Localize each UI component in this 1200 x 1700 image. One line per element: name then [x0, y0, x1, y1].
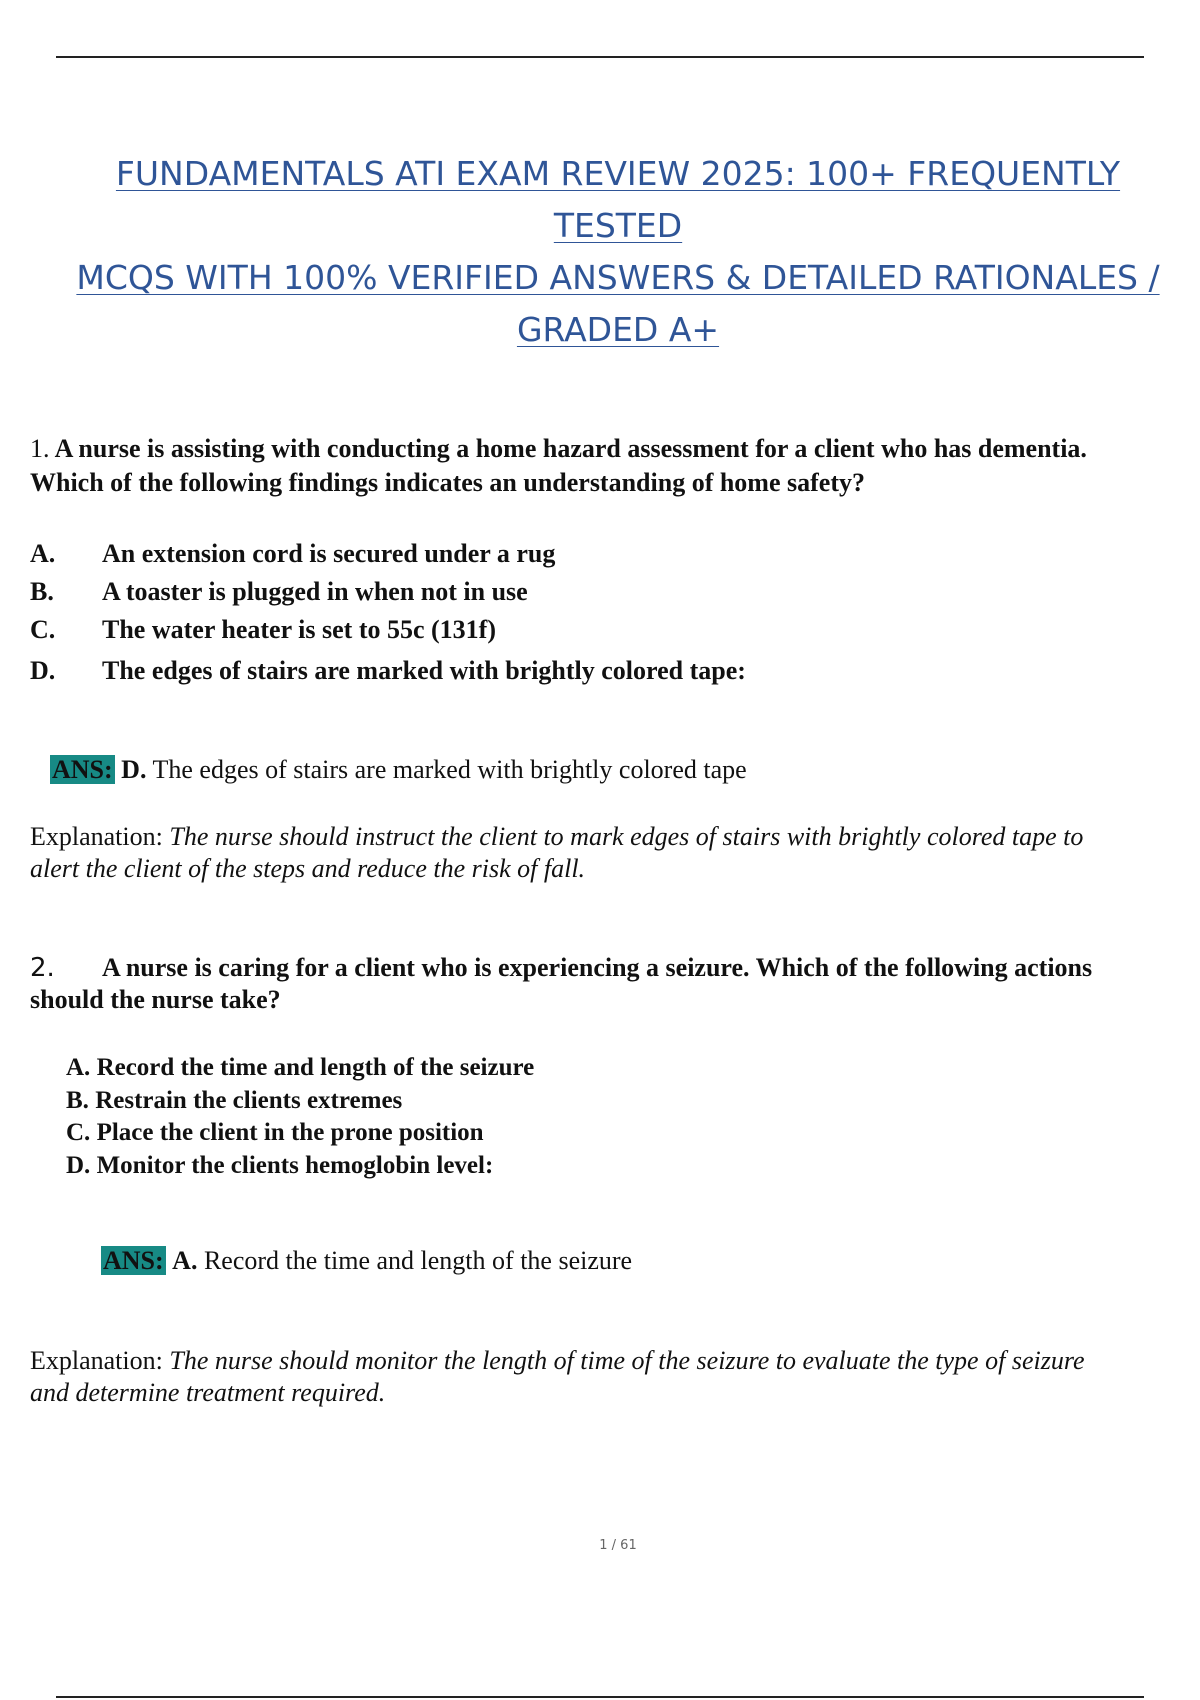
- explanation-line-1: The nurse should instruct the client to mark edges of stairs with brightly colored tape to: [169, 822, 1084, 851]
- answer-1: [50, 753, 747, 787]
- option-text: The water heater is set to 55c (131f): [102, 615, 496, 644]
- explanation-label: Explanation:: [30, 822, 163, 851]
- option-letter: B.: [66, 1087, 89, 1114]
- explanation-1: [30, 821, 1200, 885]
- explanation-2: [30, 1345, 1200, 1409]
- question-text-line-2: Which of the following findings indicates an understanding of home safety?: [30, 468, 865, 497]
- option-b: [30, 575, 528, 609]
- option-text: Record the time and length of the seizure: [96, 1054, 535, 1081]
- option-letter: C.: [66, 1119, 91, 1146]
- option-text: Monitor the clients hemoglobin level:: [96, 1152, 494, 1179]
- option-letter: B.: [30, 577, 54, 606]
- option-text: Place the client in the prone position: [96, 1119, 484, 1146]
- explanation-line-2: alert the client of the steps and reduce the risk of fall.: [30, 854, 586, 883]
- bottom-rule: [56, 1696, 1144, 1698]
- explanation-label: Explanation:: [30, 1346, 163, 1375]
- option-text: Restrain the clients extremes: [95, 1087, 403, 1114]
- title-line-1: FUNDAMENTALS ATI EXAM REVIEW 2025: 100+ FREQUENTLY TESTED: [115, 154, 1121, 245]
- option-text: The edges of stairs are marked with brightly colored tape:: [102, 656, 746, 685]
- option-letter: D.: [30, 656, 56, 685]
- answer-2: [101, 1244, 632, 1278]
- title-line-3: GRADED A+: [516, 310, 720, 349]
- question-number: 1.: [30, 434, 50, 463]
- option-d: [66, 1150, 493, 1182]
- question-text-line-1: A nurse is assisting with conducting a home hazard assessment for a client who has dementia.: [54, 434, 1087, 463]
- option-letter: A.: [66, 1054, 91, 1081]
- explanation-line-1: The nurse should monitor the length of time of the seizure to evaluate the type of seizure: [169, 1346, 1085, 1375]
- option-a: [30, 537, 555, 571]
- option-letter: A.: [30, 539, 56, 568]
- document-title: [50, 148, 1186, 356]
- answer-letter: A.: [172, 1246, 198, 1275]
- answer-tag: ANS:: [103, 1246, 164, 1275]
- title-line-2: MCQS WITH 100% VERIFIED ANSWERS & DETAILED RATIONALES /: [76, 258, 1160, 297]
- answer-tag: ANS:: [52, 755, 113, 784]
- question-number: 2.: [30, 953, 55, 983]
- page-number: 1 / 61: [599, 1538, 637, 1553]
- question-text-line-1: A nurse is caring for a client who is experiencing a seizure. Which of the following actions: [102, 953, 1093, 982]
- question-text-line-2: should the nurse take?: [30, 985, 281, 1014]
- option-b: [66, 1085, 402, 1117]
- option-c: [30, 613, 496, 647]
- option-letter: D.: [66, 1152, 91, 1179]
- answer-text: Record the time and length of the seizure: [203, 1246, 633, 1275]
- explanation-line-2: and determine treatment required.: [30, 1378, 386, 1407]
- answer-text: The edges of stairs are marked with brightly colored tape: [152, 755, 747, 784]
- option-text: A toaster is plugged in when not in use: [102, 577, 528, 606]
- option-a: [66, 1052, 534, 1084]
- option-c: [66, 1117, 484, 1149]
- question-2-stem: [30, 951, 1092, 985]
- answer-letter: D.: [121, 755, 147, 784]
- option-letter: C.: [30, 615, 56, 644]
- question-1-stem: [30, 432, 1087, 466]
- top-rule: [56, 56, 1144, 58]
- option-text: An extension cord is secured under a rug: [102, 539, 556, 568]
- option-d: [30, 654, 746, 688]
